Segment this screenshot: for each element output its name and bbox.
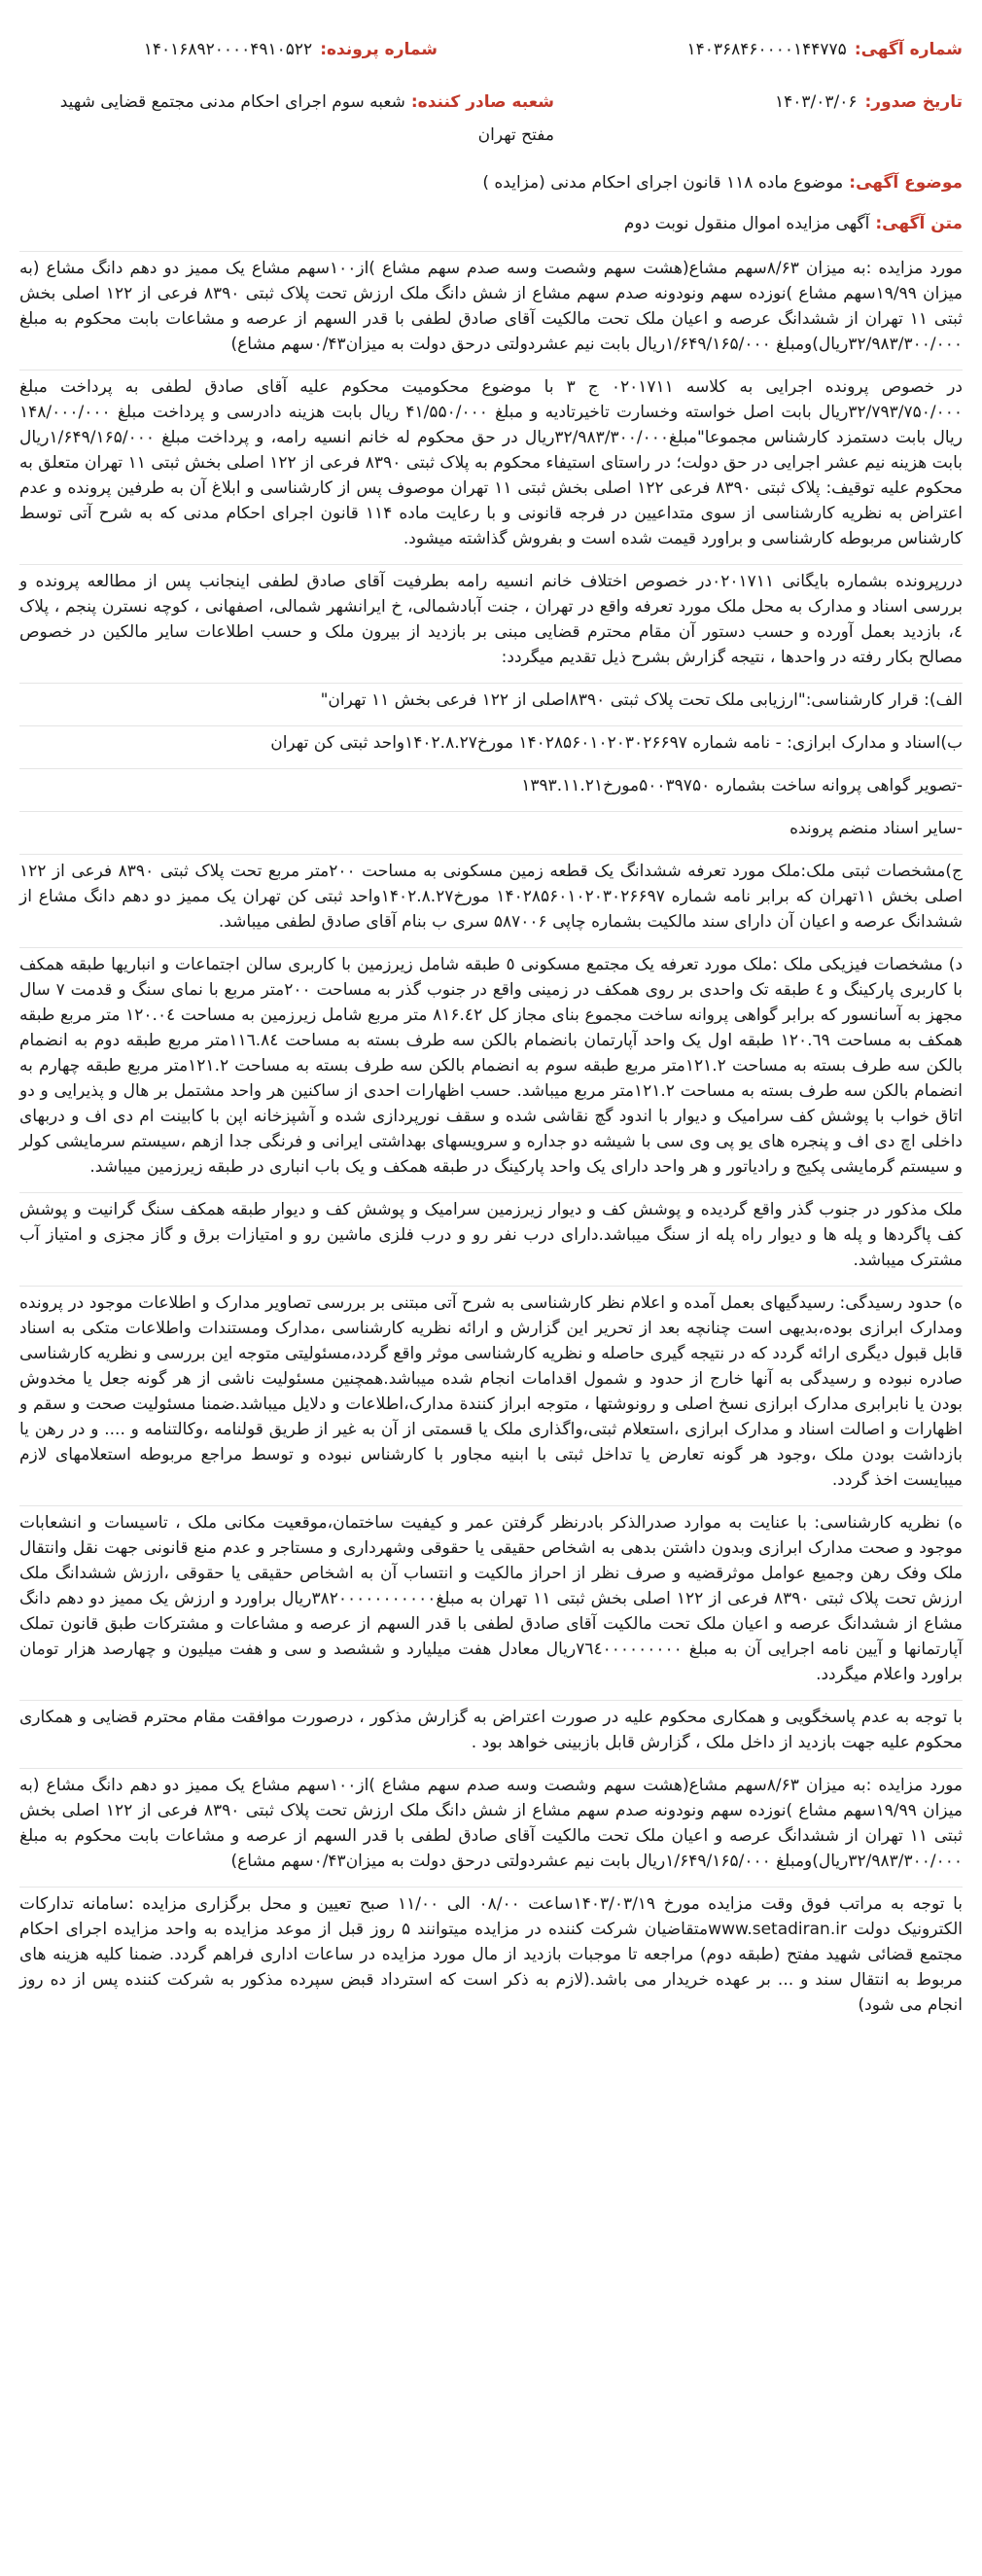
divider bbox=[19, 1887, 963, 1888]
divider bbox=[19, 370, 963, 371]
issuer bbox=[29, 86, 554, 152]
paragraph-review-note: با توجه به عدم پاسخگویی و همکاری محکوم علیه در صورت اعتراض به گزارش مذکور ، درصورت موافقت مقام محترم قضایی و همکاری محکوم علیه جهت بازدید از داخل ملک ، گزارش قابل بازبینی خواهد بود . bbox=[19, 1708, 963, 1752]
paragraph-scope: ه) حدود رسیدگی: رسیدگیهای بعمل آمده و اعلام نظر کارشناسی به شرح آتی مبتنی بر بررسی تصاویر مدارک و اطلاعات موجود در پرونده ومدارک ابرازی بوده،بدیهی است چنانچه بعد از تحریر این گزارش و ارائه نظریه کارشناسی ،مدارک ومستندات واطلاعات متکی به اسناد قابل قبول دیگری ارائه گردد که در نتیجه گیری حاصله و نظریه کارشناسی موثر واقع گردد،مسئولیتی متوجه این بررسی و نظریه کارشناسی صادره نبوده و رسیدگی به آنها خارج از حدود و شمول اقدامات انجام شده میباشد.همچنین مسئولیت ناشی از هر گونه جعل یا مخدوش بودن یا نابرابری مدارک ابرازی نسخ اصلی و رونوشتها ، متوجه ابراز کنندة مدارک،اطلاعات و دلایل میباشد.ضمنا مسئولیت صحت و سقم و اظهارات و اصالت اسناد و مدارک ابرازی ،استعلام ثبتی،واگذاری ملک یا قسمتی از آن به غیر از طریق قولنامه ،وکالتنامه و .... و در رهن یا بازداشت بودن ملک ،وجود هر گونه تعارض یا تداخل ثبتی با ابنیه مجاور با کارشناس نبوده و توسط مراجع مربوطه استعلامهای لازم میبایست اخذ گردد. bbox=[19, 1293, 963, 1490]
notice-text-title bbox=[624, 214, 963, 233]
issuer-value: شعبه سوم اجرای احکام مدنی مجتمع قضایی شهید مفتح تهران bbox=[59, 92, 554, 145]
notice-body bbox=[19, 251, 963, 2030]
ad-number bbox=[686, 37, 963, 62]
case-number-value: ۱۴۰۱۶۸۹۲۰۰۰۰۴۹۱۰۵۲۲ bbox=[143, 40, 313, 59]
text-title-value: آگهی مزایده اموال منقول نوبت دوم bbox=[623, 214, 870, 233]
paragraph-auction-schedule: با توجه به مراتب فوق وقت مزایده مورخ ۱۴۰۳/۰۳/۱۹ساعت ۰۸/۰۰ الی ۱۱/۰۰ صبح تعیین و محل برگزاری مزایده :سامانه تدارکات الکترونیک دولت www.setadiran.irمتقاضیان شرکت کننده در مزایده میتوانند ۵ روز قبل از موعد مزایده به واحد مزایده اجرای احکام مجتمع قضائی شهید مفتح (طبقه دوم) مراجعه تا موجبات بازدید از مال مورد مزایده در ساعات اداری فراهم گردد. ضمنا کلیه هزینه های مربوط به انتقال سند و ... بر عهده خریدار می باشد.(لازم به ذکر است که استرداد قبض سپرده مذکور به شرکت کننده پس از ده روز انجام می شود) bbox=[19, 1894, 964, 2015]
divider bbox=[19, 1286, 963, 1287]
issue-date-label: تاریخ صدور: bbox=[864, 92, 963, 112]
case-number-label: شماره پرونده: bbox=[320, 40, 438, 59]
paragraph-physical-details: د) مشخصات فیزیکی ملک :ملک مورد تعرفه یک مجتمع مسکونی ٥ طبقه شامل زیرزمین با کاربری سالن اجتماعات و انباریها طبقه همکف با کاربری پارکینگ و ٤ طبقه تک واحدی بر روی همکف در زمینی واقع در جنوب گذر به مساحت ۲۰۰متر مربع با نمای سنگ و قدمت ۷ سال مجهز به آسانسور که برابر گواهی پروانه ساخت مجموع بنای مجاز کل ۸۱۶.٤۲ متر مربع شامل زیرزمین به مساحت ۱۲۰.۰٤ متر مربع طبقه همکف به مساحت ۱۲۰.٦۹ طبقه اول یک واحد آپارتمان بانضمام بالکن سه طرف بسته به مساحت ۱۱٦.۸٤متر مربع طبقه دوم به انضمام بالکن سه طرف بسته به مساحت ۱۲۱.۲متر مربع طبقه سوم به انضمام بالکن سه طرف بسته به مساحت ۱۲۱.۲متر مربع طبقه چهارم به انضمام بالکن سه طرف بسته به مساحت ۱۲۱.۲متر مربع میباشد. حسب اظهارات احدی از ساکنین هر واحد مشتمل بر هال و پذیرایی و دو اتاق خواب با پوشش کف سرامیک و دیوار با اندود گچ نقاشی شده و سقف نورپردازی شده و آشپزخانه اپن با کابینت ام دی اف و دربهای داخلی اچ دی اف و پنجره های یو پی وی سی با شیشه دو جداره و سرویسهای بهداشتی ایرانی و فرنگی جدا ازهم ،سیستم سرمایشی کولر و سیستم گرمایشی پکیج و رادیاتور و هر واحد دارای یک واحد پارکینگ در طبقه همکف و یک باب انباری در طبقه زیرزمین میباشد. bbox=[19, 955, 964, 1177]
paragraph-documents: ب)اسناد و مدارک ابرازی: - نامه شماره ۱۴۰۲۸۵۶۰۱۰۲۰۳۰۲۶۶۹۷ مورخ۱۴۰۲.۸.۲۷واحد ثبتی کن تهران bbox=[270, 733, 963, 753]
issue-date-value: ۱۴۰۳/۰۳/۰۶ bbox=[774, 92, 858, 112]
divider bbox=[19, 251, 963, 252]
divider bbox=[19, 854, 963, 855]
paragraph-auction-item: مورد مزایده :به میزان ۸/۶۳سهم مشاع(هشت سهم وشصت وسه صدم سهم مشاع )از۱۰۰سهم مشاع یک ممیز دو دهم دانگ مشاع (به میزان ۱۹/۹۹سهم مشاع )نوزده سهم ونودونه صدم سهم مشاع از شش دانگ ملک ارزش تحت پلاک ثبتی ۸۳۹۰ فرعی از ۱۲۲ اصلی بخش ثبتی ۱۱ تهران از ششدانگ عرصه و اعیان ملک تحت مالکیت آقای صادق لطفی با قدر السهم از عرصه و مشاعات بابت محکوم به مبلغ ۳۲/۹۸۳/۳۰۰/۰۰۰ریال)ومبلغ ۱/۶۴۹/۱۶۵/۰۰۰ریال بابت نیم عشردولتی درحق دولت به میزان۰/۴۳سهم مشاع) bbox=[19, 259, 963, 354]
paragraph-inspection: دررپرونده بشماره بایگانی ۰۲۰۱۷۱۱در خصوص اختلاف خانم انسیه رامه بطرفیت آقای صادق لطفی اینجانب پس از مطالعه پرونده و بررسی اسناد و مدارک به محل ملک مورد تعرفه واقع در تهران ، جنت آبادشمالی، خ ایرانشهر شمالی، اصفهانی ، کوچه نسترن پنجم ، پلاک ٤، بازدید بعمل آورده و حسب دستور آن مقام محترم قضایی مبنی بر بازدید از بیرون ملک و حسب اطلاعات سایر مالکین در خصوص مصالح بکار رفته در واحدها ، نتیجه گزارش بشرح ذیل تقدیم میگردد: bbox=[19, 572, 964, 667]
divider bbox=[19, 1700, 963, 1701]
divider bbox=[19, 947, 963, 948]
divider bbox=[19, 811, 963, 812]
text-label: متن آگهی: bbox=[875, 214, 963, 233]
divider bbox=[19, 564, 963, 565]
subject-label: موضوع آگهی: bbox=[849, 173, 963, 193]
paragraph-other-documents: -سایر اسناد منضم پرونده bbox=[789, 819, 963, 838]
divider bbox=[19, 1505, 963, 1506]
ad-number-value: ۱۴۰۳۶۸۴۶۰۰۰۰۱۴۴۷۷۵ bbox=[686, 40, 847, 59]
paragraph-building-permit: -تصویر گواهی پروانه ساخت بشماره ۵۰۰۳۹۷۵۰مورخ۱۳۹۳.۱۱.۲۱ bbox=[521, 776, 963, 795]
divider bbox=[19, 725, 963, 726]
paragraph-finishes: ملک مذکور در جنوب گذر واقع گردیده و پوشش کف و دیوار زیرزمین سرامیک و پوشش کف و دیوار طبقه همکف سنگ گرانیت و پوشش کف پاگردها و پله ها و دیوار راه پله از سنگ میباشد.دارای درب نفر رو و درب فلزی ماشین رو و امتیازات برق و گاز مجزی و امتیاز آب مشترک میباشد. bbox=[19, 1200, 963, 1270]
divider bbox=[19, 683, 963, 684]
divider bbox=[19, 1768, 963, 1769]
issue-date bbox=[775, 89, 963, 115]
paragraph-case-background: در خصوص پرونده اجرایی به کلاسه ۰۲۰۱۷۱۱ ج ۳ با موضوع محکومیت محکوم علیه آقای صادق لطفی به پرداخت مبلغ ۳۲/۷۹۳/۷۵۰/۰۰۰ریال بابت اصل خواسته وخسارت تاخیرتادیه و مبلغ ۴۱/۵۵۰/۰۰۰ ریال بابت هزینه دادرسی و پرداخت مبلغ ۱۴۸/۰۰۰/۰۰۰ ریال بابت دستمزد کارشناس مجموعا"مبلغ۳۲/۹۸۳/۳۰۰/۰۰۰ریال در حق محکوم له خانم انسیه رامه، و پرداخت مبلغ ۱/۶۴۹/۱۶۵/۰۰۰ریال بابت هزینه نیم عشر اجرایی در حق دولت؛ در راستای استیفاء محکوم به پلاک ثبتی ۸۳۹۰ فرعی از ۱۲۲ اصلی بخش ثبتی ۱۱ تهران متعلق به محکوم علیه توقیف: پلاک ثبتی ۸۳۹۰ فرعی ۱۲۲ اصلی بخش ثبتی ۱۱ تهران موصوف پس از کارشناسی و ابلاغ آن به طرفین پرونده و عدم اعتراض به نظریه کارشناسی از سوی متداعیین در فرجه قانونی و با رعایت ماده ۱۱۴ قانون اجرای احکام مدنی که به شرح آتی توسط کارشناس مربوطه کارشناسی و براورد قیمت شده است و بفروش گذاشته میشود. bbox=[19, 377, 963, 548]
paragraph-registration-details: ج)مشخصات ثبتی ملک:ملک مورد تعرفه ششدانگ یک قطعه زمین مسکونی به مساحت ۲۰۰متر مربع تحت پلاک ثبتی ۸۳۹۰ فرعی از ۱۲۲ اصلی بخش ۱۱تهران که برابر نامه شماره ۱۴۰۲۸۵۶۰۱۰۲۰۳۰۲۶۶۹۷ مورخ۱۴۰۲.۸.۲۷واحد ثبتی کن تهران یک ممیز دو دهم دانگ مشاع از ششدانگ عرصه و اعیان آن دارای سند مالکیت بشماره چاپی ۵۸۷۰۰۶ سری ب بنام آقای صادق لطفی میباشد. bbox=[19, 862, 963, 932]
paragraph-expert-opinion: ه) نظریه کارشناسی: با عنایت به موارد صدرالذکر بادرنظر گرفتن عمر و کیفیت ساختمان،موقعیت مکانی ملک ، تاسیسات و انشعابات موجود و صحت مدارک ابرازی وبدون داشتن بدهی به اشخاص حقیقی یا حقوقی وشهرداری و مستاجر و عدم منع قانونی جهت نقل وانتقال ملک وفک رهن وجمیع عوامل موثرقضیه و صرف نظر از احراز مالکیت و انتساب آن به اشخاص حقیقی یا حقوقی ،ارزش ششدانگ ملک ارزش تحت پلاک ثبتی ۸۳۹۰ فرعی از ۱۲۲ اصلی بخش ثبتی ۱۱ تهران به مبلغ۳۸۲۰۰۰۰۰۰۰۰۰۰۰ریال براورد و ارزش یک ممیز دو دهم دانگ مشاع از ششدانگ عرصه و اعیان ملک تحت مالکیت آقای صادق لطفی با قدر السهم از عرصه و مشاعات و مشترکات طبق قانون تملک آپارتمانها و آیین نامه اجرایی آن به مبلغ ۷٦٤۰۰۰۰۰۰۰۰۰ریال معادل هفت میلیارد و ششصد و سی و هفت میلیون و چهارصد هزار تومان براورد واعلام میگردد. bbox=[19, 1513, 963, 1684]
subject-value: موضوع ماده ۱۱۸ قانون اجرای احکام مدنی (مزایده ) bbox=[482, 173, 844, 193]
case-number bbox=[144, 37, 438, 62]
divider bbox=[19, 768, 963, 769]
notice-subject bbox=[482, 173, 963, 193]
ad-number-label: شماره آگهی: bbox=[854, 40, 963, 59]
paragraph-auction-item-repeat: مورد مزایده :به میزان ۸/۶۳سهم مشاع(هشت سهم وشصت وسه صدم سهم مشاع )از۱۰۰سهم مشاع یک ممیز دو دهم دانگ مشاع (به میزان ۱۹/۹۹سهم مشاع )نوزده سهم ونودونه صدم سهم مشاع از شش دانگ ملک ارزش تحت پلاک ثبتی ۸۳۹۰ فرعی از ۱۲۲ اصلی بخش ثبتی ۱۱ تهران از ششدانگ عرصه و اعیان ملک تحت مالکیت آقای صادق لطفی با قدر السهم از عرصه و مشاعات بابت محکوم به مبلغ ۳۲/۹۸۳/۳۰۰/۰۰۰ریال)ومبلغ ۱/۶۴۹/۱۶۵/۰۰۰ریال بابت نیم عشردولتی درحق دولت به میزان۰/۴۳سهم مشاع) bbox=[19, 1776, 963, 1871]
paragraph-expert-order: الف): قرار کارشناسی:"ارزیابی ملک تحت پلاک ثبتی ۸۳۹۰اصلی از ۱۲۲ فرعی بخش ۱۱ تهران" bbox=[320, 690, 963, 710]
divider bbox=[19, 1192, 963, 1193]
issuer-label: شعبه صادر کننده: bbox=[410, 92, 554, 112]
